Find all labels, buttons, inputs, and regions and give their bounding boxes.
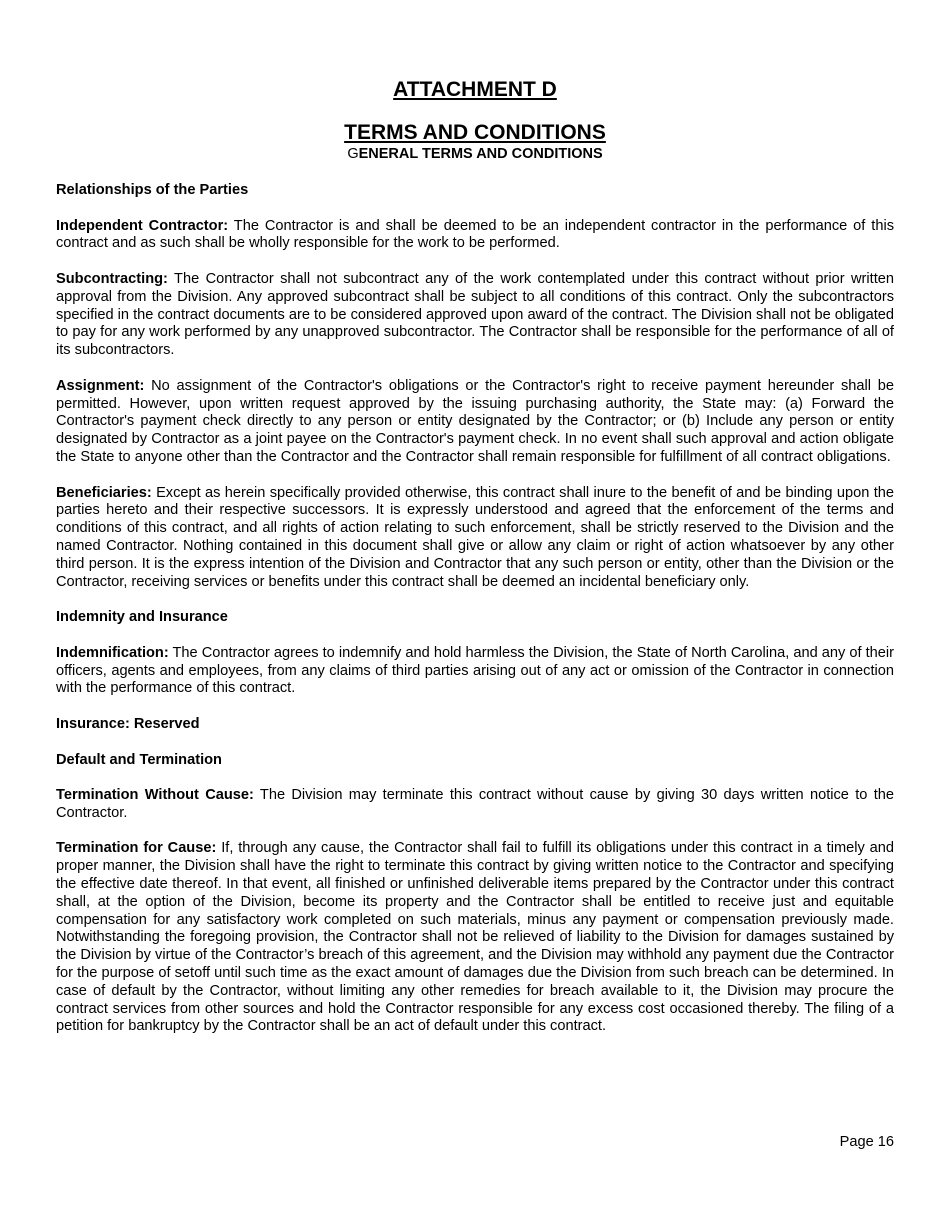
paragraph-text: The Contractor is and shall be deemed to be an independent contractor in the performance of this contract and as such shall be wholly responsible for the work to be performed. [56,217,894,252]
section-heading-default: Default and Termination [56,751,222,768]
attachment-title: ATTACHMENT D [393,78,557,101]
subtitle-initial: G [347,146,359,162]
paragraph-indemnification [56,645,894,698]
paragraph-label: Beneficiaries: [56,484,152,501]
paragraph-label: Assignment: [56,377,145,394]
paragraph-text: If, through any cause, the Contractor shall fail to fulfill its obligations under this contract in a timely and proper manner, the Division shall have the right to terminate this contract by giving written notice to the Contractor and specifying the effective date thereof. In that event, all finished or unfinished deliverable items prepared by the Contractor under this contract shall, at the option of the Division, become its property and the Contractor shall be entitled to receive just and equitable compensation for any satisfactory work completed on such materials, minus any payment or compensation previously made. Notwithstanding the foregoing provision, the Contractor shall not be relieved of liability to the Division for damages sustained by the Division by virtue of the Contractor’s breach of this agreement, and the Division may withhold any payment due the Contractor for the purpose of setoff until such time as the exact amount of damages due the Division from such breach can be determined. In case of default by the Contractor, without limiting any other remedies for breach available to it, the Division may procure the contract services from other sources and hold the Contractor responsible for any excess cost occasioned thereby. The filing of a petition for bankruptcy by the Contractor shall be an act of default under this contract. [56,840,894,1035]
section-heading-relationships: Relationships of the Parties [56,182,249,198]
paragraph-label: Indemnification: [56,644,169,661]
paragraph-label: Termination Without Cause: [56,787,254,804]
paragraph-independent-contractor [56,218,894,254]
paragraph-text: The Contractor shall not subcontract any of the work contemplated under this contract without prior written approval from the Division. Any approved subcontract shall be subject to all conditions of this contract. Only the subcontractors specified in the contract documents are to be considered approved upon award of the contract. The Division shall not be obligated to pay for any work performed by any unapproved subcontractor. The Contractor shall be responsible for the performance of all of its subcontractors. [56,270,894,359]
paragraph-text: Except as herein specifically provided otherwise, this contract shall inure to the benefit of and be binding upon the parties hereto and their respective successors. It is expressly understood and agreed that the enforcement of the terms and conditions of this contract, and all rights of action relating to such enforcement, shall be strictly reserved to the Division and the named Contractor. Nothing contained in this document shall give or allow any claim or right of action whatsoever by any other third person. It is the express intention of the Division and Contractor that any such person or entity, other than the Division or the Contractor, receiving services or benefits under this contract shall be deemed an incidental beneficiary only. [56,484,894,590]
paragraph-label: Termination for Cause: [56,840,217,857]
terms-title: TERMS AND CONDITIONS [344,121,606,144]
general-terms-subtitle [56,147,894,162]
paragraph-text: The Contractor agrees to indemnify and hold harmless the Division, the State of North Carolina, and any of their officers, agents and employees, from any claims of third parties arising out of any act or omission of the Contractor in connection with the performance of this contract. [56,644,894,697]
paragraph-subcontracting [56,271,894,360]
section-heading-insurance: Insurance: Reserved [56,715,200,732]
paragraph-assignment [56,378,894,467]
paragraph-text: The Division may terminate this contract without cause by giving 30 days written notice to the Contractor. [56,787,895,821]
paragraph-text: No assignment of the Contractor's obligations or the Contractor's right to receive payment hereunder shall be permitted. However, upon written request approved by the issuing purchasing authority, the State may: (a) Forward the Contractor's payment check directly to any person or entity designated by the Contractor; or (b) Include any person or entity designated by Contractor as a joint payee on the Contractor's payment check. In no event shall such approval and action obligate the State to anyone other than the Contractor and the Contractor shall remain responsible for fulfillment of all contract obligations. [56,377,894,465]
paragraph-termination-without-cause [56,787,894,823]
subtitle-rest: ENERAL TERMS AND CONDITIONS [358,146,603,162]
paragraph-label: Subcontracting: [56,270,168,287]
document-body [56,182,894,1054]
paragraph-termination-for-cause [56,840,894,1036]
document-page [56,0,894,1230]
page-number: Page 16 [839,1134,894,1150]
paragraph-beneficiaries [56,485,894,592]
paragraph-label: Independent Contractor: [56,217,229,234]
section-heading-indemnity: Indemnity and Insurance [56,609,228,626]
